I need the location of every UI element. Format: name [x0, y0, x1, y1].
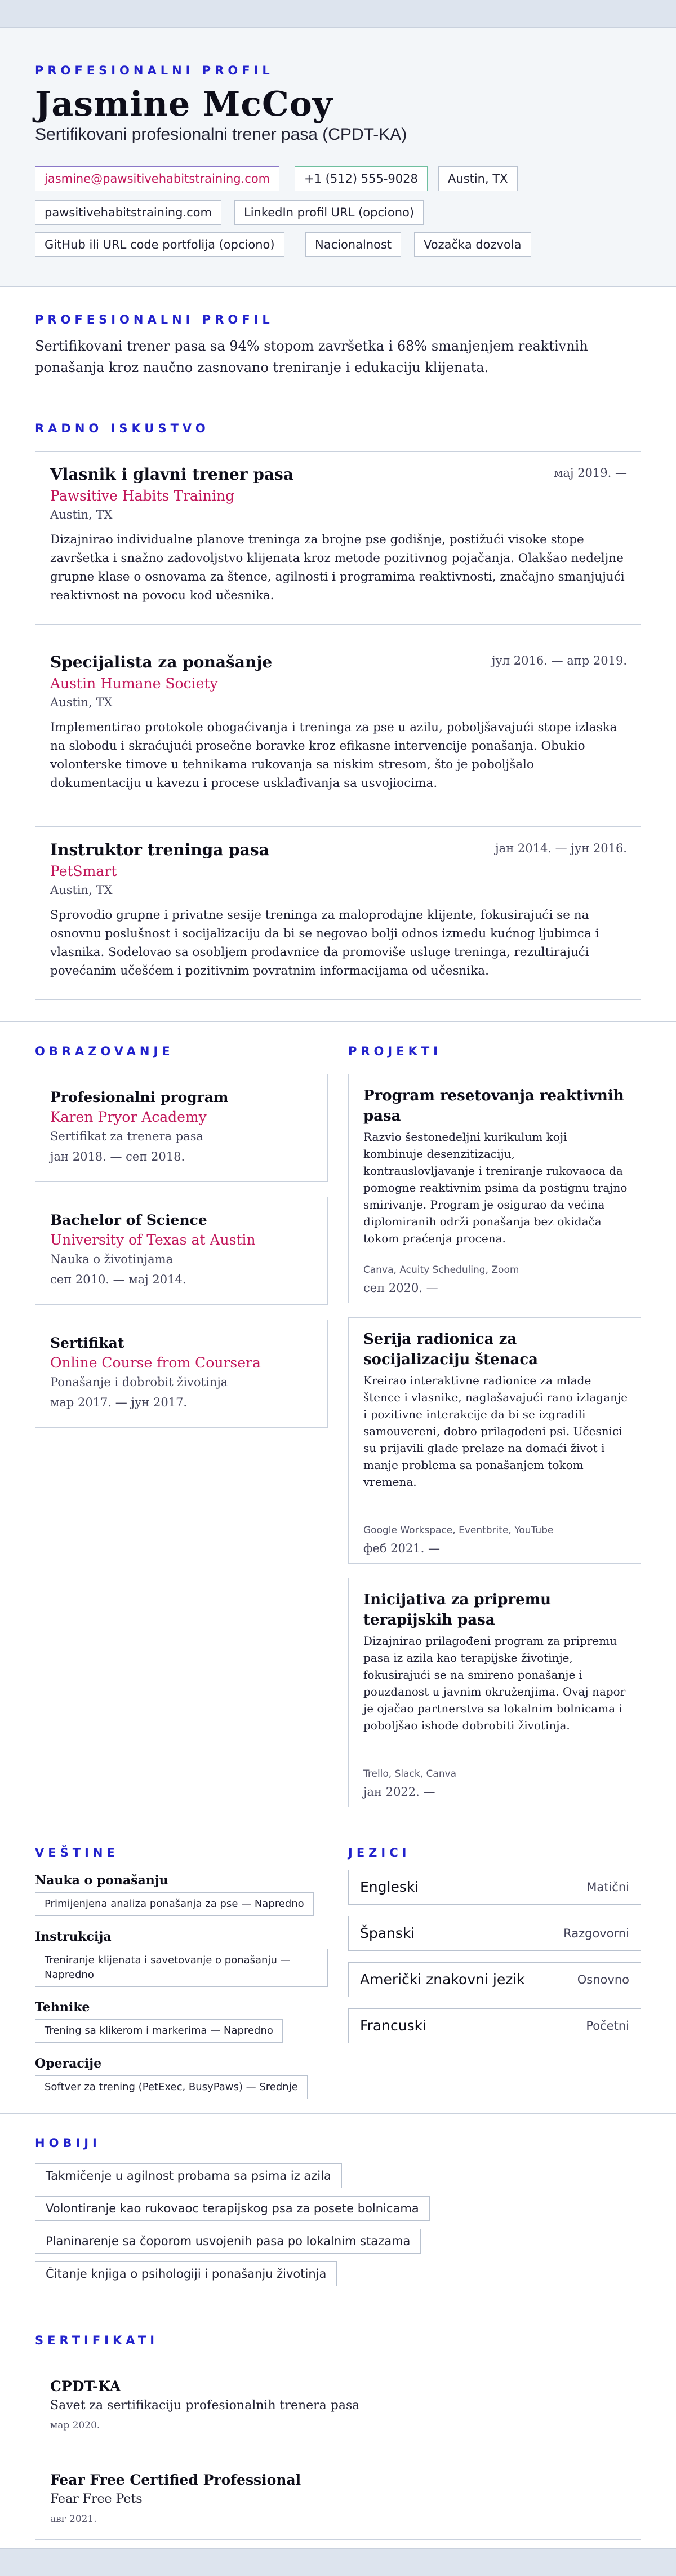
certificate-date: мар 2020. — [50, 2420, 100, 2431]
project-name: Serija radionica za socijalizaciju štenaca — [363, 1331, 538, 1368]
contact-nationality: Nacionalnost — [305, 232, 401, 257]
education-degree: Sertifikat — [50, 1335, 124, 1351]
education-title: OBRAZOVANJE — [35, 1044, 174, 1058]
language-item — [348, 1870, 641, 1905]
project-dates: јан 2022. — — [363, 1785, 435, 1799]
skill-tag: Softver za trening (PetExec, BusyPaws) — Srednje — [35, 2075, 308, 2099]
education-field: Ponašanje i dobrobit životinja — [50, 1375, 228, 1389]
project-dates: феб 2021. — — [363, 1542, 440, 1555]
skill-category: Nauka o ponašanju — [35, 1873, 168, 1888]
job-location: Austin, TX — [50, 508, 113, 521]
education-school: Online Course from Coursera — [50, 1355, 261, 1371]
language-level: Matični — [586, 1880, 629, 1894]
certificates-title: SERTIFIKATI — [35, 2334, 159, 2347]
job-company: Austin Humane Society — [50, 675, 218, 692]
project-item — [348, 1317, 641, 1564]
candidate-headline: Sertifikovani profesionalni trener pasa (CPDT-KA) — [35, 125, 407, 144]
education-school: Karen Pryor Academy — [50, 1109, 207, 1125]
certificate-name: Fear Free Certified Professional — [50, 2472, 301, 2488]
contact-github[interactable]: GitHub ili URL code portfolija (opciono) — [35, 232, 284, 257]
profile-title: PROFESIONALNI PROFIL — [35, 313, 274, 326]
certificates-section — [0, 2311, 676, 2550]
experience-item — [35, 826, 641, 1000]
language-item — [348, 2008, 641, 2043]
job-description: Implementirao protokole obogaćivanja i treninga za pse u azilu, poboljšavajući stope izlaska na slobodu i skraćujući prosečne boravke kroz efikasne intervencije ponašanja. Obukio volonterske timove u tehnikama rukovanja sa niskim stresom, što je poboljšalo dokumentaciju u kavezu i procese usklađivanja sa usvojiocima. — [50, 720, 617, 790]
project-name: Program resetovanja reaktivnih pasa — [363, 1087, 624, 1125]
contact-email[interactable]: jasmine@pawsitivehabitstraining.com — [35, 166, 279, 191]
project-description: Razvio šestonedeljni kurikulum koji kombinuje desenzitizaciju, kontrauslovljavanje i treniranje rukovaoca da pomogne reaktivnim psima da postignu trajno smirivanje. Program je osigurao da većina diplomiranih održi ponašanja bez okidača tokom praćenja procena. — [363, 1130, 628, 1245]
job-company: PetSmart — [50, 863, 117, 879]
education-projects-section — [0, 1021, 676, 1823]
certificate-item — [35, 2457, 641, 2540]
skills-languages-section — [0, 1823, 676, 2113]
skills-title: VEŠTINE — [35, 1846, 119, 1860]
candidate-name: Jasmine McCoy — [35, 85, 333, 124]
skill-category: Operacije — [35, 2056, 102, 2071]
job-dates: мај 2019. — — [554, 466, 627, 480]
job-dates: јул 2016. — апр 2019. — [491, 654, 627, 667]
resume-header — [0, 28, 676, 286]
experience-title: RADNO ISKUSTVO — [35, 422, 210, 435]
project-tools: Google Workspace, Eventbrite, YouTube — [363, 1525, 554, 1536]
language-name: Engleski — [360, 1879, 419, 1895]
profile-section — [0, 286, 676, 399]
resume-sheet — [0, 27, 676, 2549]
project-name: Inicijativa za pripremu terapijskih pasa — [363, 1591, 552, 1628]
language-name: Francuski — [360, 2017, 427, 2034]
language-item — [348, 1962, 641, 1997]
job-description: Sprovodio grupne i privatne sesije treninga za maloprodajne klijente, fokusirajući se na osnovnu poslušnost i socijalizaciju da bi se negovao bolji odnos između kućnog ljubimca i vlasnika. Sodelovao sa osobljem prodavnice da promoviše usluge treninga, rezultirajući povećanim učešćem i pozitivnim povratnim informacijama od učesnika. — [50, 908, 599, 978]
languages-title: JEZICI — [348, 1846, 411, 1860]
hobbies-section — [0, 2113, 676, 2311]
experience-section — [0, 399, 676, 1021]
projects-title: PROJEKTI — [348, 1044, 442, 1058]
job-location: Austin, TX — [50, 883, 113, 897]
experience-item — [35, 451, 641, 625]
hobby-item: Takmičenje u agilnost probama sa psima iz azila — [35, 2163, 342, 2188]
education-degree: Profesionalni program — [50, 1089, 229, 1105]
hobby-item: Planinarenje sa čoporom usvojenih pasa po lokalnim stazama — [35, 2229, 421, 2254]
certificate-issuer: Savet za sertifikaciju profesionalnih trenera pasa — [50, 2398, 360, 2413]
language-item — [348, 1916, 641, 1951]
project-tools: Trello, Slack, Canva — [363, 1768, 457, 1780]
job-company: Pawsitive Habits Training — [50, 488, 234, 504]
job-description: Dizajnirao individualne planove treninga za brojne pse godišnje, postižući visoke stope završetka i snažno zadovoljstvo klijenata kroz metode pozitivnog pojačanja. Olakšao nedeljne grupne klase o osnovama za štence, agilnosti i programima reaktivnosti, značajno smanjujući reaktivnost na povocu kod učesnika. — [50, 533, 625, 603]
language-level: Početni — [586, 2019, 629, 2033]
contact-website[interactable]: pawsitivehabitstraining.com — [35, 200, 221, 225]
profile-text: Sertifikovani trener pasa sa 94% stopom završetka i 68% smanjenjem reaktivnih ponašanja kroz naučno zasnovano treniranje i edukaciju klijenata. — [35, 338, 588, 375]
contact-linkedin[interactable]: LinkedIn profil URL (opciono) — [234, 200, 424, 225]
skill-category: Instrukcija — [35, 1929, 112, 1944]
education-item — [35, 1320, 328, 1428]
skill-category: Tehnike — [35, 2000, 90, 2015]
project-item — [348, 1578, 641, 1807]
certificate-item — [35, 2363, 641, 2446]
skill-tag: Trening sa klikerom i markerima — Napredno — [35, 2019, 283, 2043]
job-role: Specijalista za ponašanje — [50, 653, 273, 671]
job-location: Austin, TX — [50, 696, 113, 709]
contact-location: Austin, TX — [438, 166, 518, 191]
project-tools: Canva, Acuity Scheduling, Zoom — [363, 1264, 519, 1276]
education-field: Sertifikat za trenera pasa — [50, 1130, 203, 1143]
project-description: Dizajnirao prilagođeni program za pripremu pasa iz azila kao terapijske životinje, fokusirajući se na smireno ponašanje i pouzdanost u javnim okruženjima. Ovaj napor je ojačao partnerstva sa lokalnim bolnicama i poboljšao ishode dobrobiti životinja. — [363, 1634, 626, 1732]
skill-tag: Treniranje klijenata i savetovanje o ponašanju — Napredno — [35, 1949, 328, 1987]
education-field: Nauka o životinjama — [50, 1252, 174, 1266]
education-degree: Bachelor of Science — [50, 1212, 207, 1228]
header-eyebrow: PROFESIONALNI PROFIL — [35, 64, 274, 77]
education-dates: јан 2018. — сеп 2018. — [50, 1150, 185, 1163]
project-dates: сеп 2020. — — [363, 1281, 438, 1295]
certificate-name: CPDT-KA — [50, 2378, 121, 2394]
project-item — [348, 1074, 641, 1303]
hobby-item: Volontiranje kao rukovaoc terapijskog psa za posete bolnicama — [35, 2196, 430, 2221]
experience-item — [35, 639, 641, 812]
certificate-issuer: Fear Free Pets — [50, 2492, 143, 2506]
language-name: Španski — [360, 1925, 415, 1941]
language-name: Američki znakovni jezik — [360, 1971, 525, 1988]
job-role: Vlasnik i glavni trener pasa — [50, 465, 293, 484]
contact-phone[interactable]: +1 (512) 555-9028 — [295, 166, 428, 191]
hobby-item: Čitanje knjiga o psihologiji i ponašanju životinja — [35, 2261, 337, 2286]
language-level: Razgovorni — [563, 1927, 629, 1940]
language-level: Osnovno — [577, 1973, 629, 1986]
job-role: Instruktor treninga pasa — [50, 840, 269, 859]
hobbies-title: HOBIJI — [35, 2136, 101, 2150]
education-dates: сеп 2010. — мај 2014. — [50, 1273, 186, 1286]
education-school: University of Texas at Austin — [50, 1232, 256, 1248]
certificate-date: авг 2021. — [50, 2513, 97, 2525]
skill-tag: Primijenjena analiza ponašanja za pse — Napredno — [35, 1892, 314, 1916]
project-description: Kreirao interaktivne radionice za mlade štence i vlasnike, naglašavajući rano izlaganje i pozitivne interakcije da bi se izgradili samouvereni, dobro prilagođeni psi. Učesnici su prijavili glađe prelaze na domaći život i manje problema sa ponašanjem tokom vremena. — [363, 1374, 628, 1489]
education-item — [35, 1074, 328, 1182]
contact-license: Vozačka dozvola — [414, 232, 531, 257]
education-item — [35, 1197, 328, 1305]
education-dates: мар 2017. — јун 2017. — [50, 1396, 188, 1409]
job-dates: јан 2014. — јун 2016. — [495, 842, 627, 855]
